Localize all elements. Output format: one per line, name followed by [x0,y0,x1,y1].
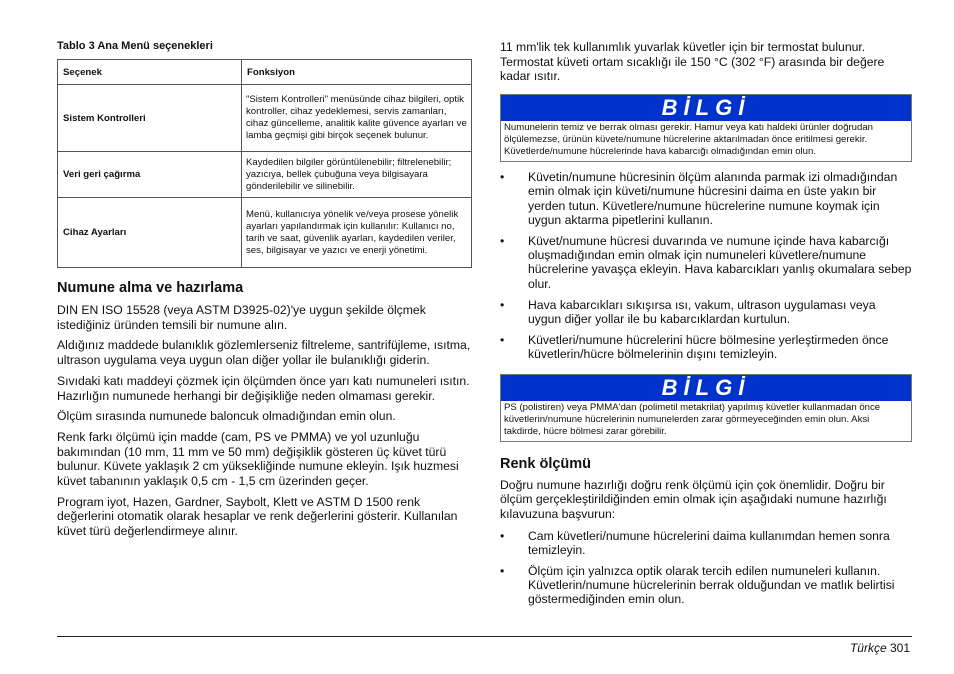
left-column [57,40,472,539]
table-cell-option: Sistem Kontrolleri [58,85,242,152]
section-heading-color-measurement: Renk ölçümü [500,455,592,472]
list-item-text: Küvetleri/numune hücrelerini hücre bölmesine yerleştirmeden önce küvetlerin/hücre bölmelerinin dışını temizleyin. [528,333,889,362]
page-footer [850,641,910,655]
thermostat-paragraph: 11 mm'lik tek kullanımlık yuvarlak küvetler için bir termostat bulunur. Termostat küveti ortam sıcaklığı ile 150 °C (302 °F) arasında bir değere kadar ısıtır. [500,40,885,84]
list-item [500,529,912,557]
paragraph: Aldığınız maddede bulanıklık gözlemlerseniz filtreleme, santrifüjleme, ısıtma, ultrason uygulama veya uygun olan diğer yollar ile bulanıklığı giderin. [57,338,471,368]
list-item-text: Hava kabarcıkları sıkışırsa ısı, vakum, ultrason uygulaması veya uygun diğer yollar ile bu kabarcıklardan kurtulun. [528,297,876,326]
footer-language: Türkçe [849,641,887,655]
list-item-text: Küvet/numune hücresi duvarında ve numune içinde hava kabarcığı oluşmadığından emin olmak için numuneleri küvetlere/numune hücrelerine yavaşça ekleyin. Hava kabarcıkları yanlış okumalara sebep olur. [528,233,912,291]
list-item-text: Ölçüm için yalnızca optik olarak tercih edilen numuneleri kullanın. Küvetlerin/numune hücrelerinin berrak olduğundan ve matlık belirtisi göstermediğinden emin olun. [528,564,895,607]
section-heading-sample-prep: Numune alma ve hazırlama [57,280,244,296]
info-note-title: BİLGİ [501,95,911,121]
main-menu-options-table [57,59,472,268]
info-note-box [500,374,912,442]
bullet-symbol: • [500,564,505,579]
paragraph: Program iyot, Hazen, Gardner, Saybolt, Klett ve ASTM D 1500 renk değerlerini otomatik olarak hesaplar ve renk değerlerini gösterir. Kullanılan küvet türü değerlendirmeye alınır. [57,494,458,539]
table-row [58,85,472,152]
list-item [500,170,912,227]
paragraph: DIN EN ISO 15528 (veya ASTM D3925-02)'ye uygun şekilde ölçmek istediğiniz üründen temsili bir numune alın. [57,303,426,332]
table-header-row [58,60,472,85]
table-row [58,152,472,198]
bullet-symbol: • [500,528,505,543]
bullet-symbol: • [500,233,505,248]
table-cell-function: Menü, kullanıcıya yönelik ve/veya prosese yönelik ayarları yapılandırmak için kullanılır: Kullanıcı no, tarih ve saat, güvenlik ayarları, kaydedilen veriler, ses, bilgisayar ve yazıcı ve enerji yönetimi. [242,198,472,268]
list-item [500,234,912,291]
table-header-function: Fonksiyon [242,60,472,85]
info-note-text: PS (polistiren) veya PMMA'dan (polimetil metakrilat) yapılmış küvetler kullanmadan önce küvetlerin/numune hücrelerinin numunelerden zarar görmeyeceğinden emin olun. Aksi takdirde, hücre bölmesi zarar görebilir. [504,401,881,437]
table-cell-option: Veri geri çağırma [58,152,242,198]
paragraph: Ölçüm sırasında numunede baloncuk olmadığından emin olun. [57,409,396,424]
info-note-title: BİLGİ [501,375,911,401]
list-item-text: Cam küvetleri/numune hücrelerini daima kullanımdan hemen sonra temizleyin. [528,528,890,557]
paragraph: Sıvıdaki katı maddeyi çözmek için ölçümden önce yarı katı numuneleri ısıtın. Hazırlığın numunede herhangi bir değişikliğe neden olmaması gerekir. [57,373,470,403]
color-bullet-list [500,529,912,607]
right-column [500,40,912,607]
footer-divider [57,636,912,637]
list-item-text: Küvetin/numune hücresinin ölçüm alanında parmak izi olmadığından emin olmak için küveti/numune hücresini daima en üste yakın bir yerden tutun. Küvetlere/numune hücrelerine numune koymak için uygun aktarma pipetlerini kullanın. [528,170,898,227]
page-number: 301 [889,641,910,655]
table-cell-option: Cihaz Ayarları [58,198,242,268]
table-header-option: Seçenek [58,60,242,85]
bullet-symbol: • [500,170,505,185]
bullet-symbol: • [500,297,505,312]
list-item [500,298,912,326]
table-caption: Tablo 3 Ana Menü seçenekleri [57,40,213,52]
table-row [58,198,472,268]
bullet-symbol: • [500,333,505,348]
handling-bullet-list [500,170,912,361]
table-cell-function: Kaydedilen bilgiler görüntülenebilir; filtrelenebilir; yazıcıya, bellek çubuğuna veya bilgisayara gönderilebilir ve silinebilir. [242,152,472,198]
info-note-text: Numunelerin temiz ve berrak olması gerekir. Hamur veya katı haldeki ürünler doğrudan ölçülemezse, ürünün küvete/numune hücrelerine aktarılmadan önce eritilmesi gerekir. Küvetlerde/numune hücrelerinde hava kabarcığı olmadığından emin olun. [504,122,873,158]
list-item [500,564,912,607]
info-note-box [500,94,912,162]
paragraph: Renk farkı ölçümü için madde (cam, PS ve PMMA) ve yol uzunluğu bakımından (10 mm, 11 mm ve 50 mm) değişiklik gösteren üç küvet türü bulunur. Küvete yaklaşık 2 cm yüksekliğinde numune ekleyin. Işık huzmesi küvet tabanının yaklaşık 0,5 cm - 1,5 cm üzerinden geçer. [57,429,459,489]
list-item [500,333,912,361]
table-cell-function: "Sistem Kontrolleri" menüsünde cihaz bilgileri, optik kontroller, cihaz yedeklemesi, servis zamanları, cihaz güncelleme, analitik kalite güvence ayarları ve lamba geçmişi gibi birçok seçenek bulunur. [242,85,472,152]
paragraph: Doğru numune hazırlığı doğru renk ölçümü için çok önemlidir. Doğru bir ölçüm gerçekleştirildiğinden emin olmak için aşağıdaki numune hazırlığı kılavuzuna başvurun: [500,477,887,521]
